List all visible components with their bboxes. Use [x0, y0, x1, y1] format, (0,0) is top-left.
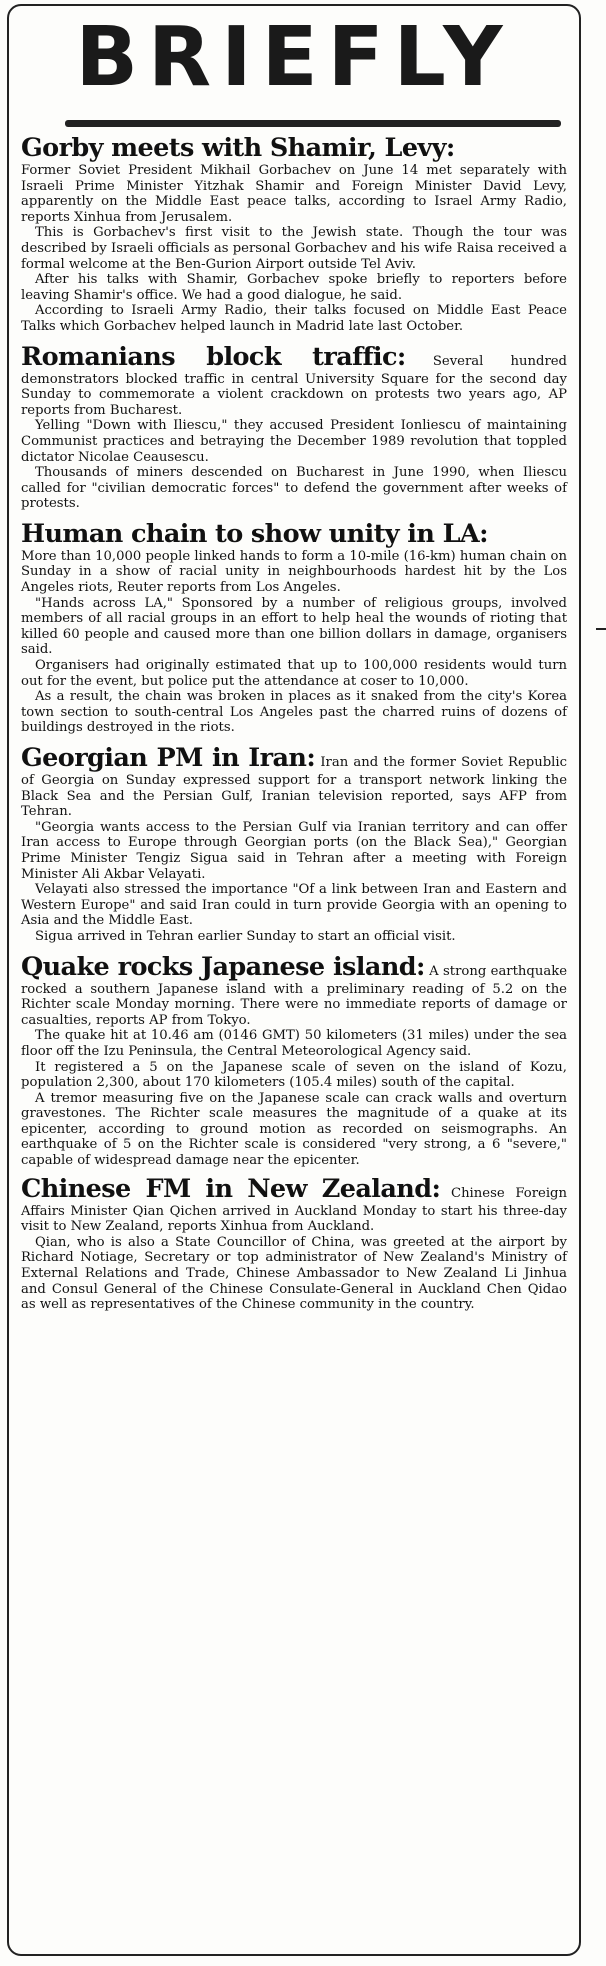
story-paragraph: More than 10,000 people linked hands to form a 10-mile (16-km) human chain on Sunday in a show of racial unity in neighbourhoods hardest hit by the Los Angeles riots, Reuter reports from Los Angeles. [21, 548, 567, 596]
story-headline: Romanians block traffic: [21, 341, 406, 372]
story-lead-text: Several hundred demonstrators blocked traffic in central University Square for the second day Sunday to commemorate a violent crackdown on protests two years ago, AP reports from Bucharest. [21, 353, 567, 418]
story-paragraph: After his talks with Shamir, Gorbachev spoke briefly to reporters before leaving Shamir's office. We had a good dialogue, he said. [21, 272, 567, 303]
story-headline: Gorby meets with Shamir, Levy: [21, 133, 455, 163]
masthead-rule [65, 120, 561, 127]
story-paragraph: This is Gorbachev's first visit to the Jewish state. Though the tour was described by Israeli officials as personal Gorbachev and his wife Raisa received a formal welcome at the Ben-Gurion Airport outside Tel Aviv. [21, 225, 567, 272]
story-lead [21, 343, 567, 419]
story-headline: Human chain to show unity in LA: [21, 518, 488, 549]
story-lead [21, 1175, 567, 1235]
story-gorbachev [21, 134, 567, 335]
story-paragraph: It registered a 5 on the Japanese scale of seven on the island of Kozu, population 2,300, about 170 kilometers (105.4 miles) south of the capital. [21, 1059, 567, 1091]
story-paragraph: As a result, the chain was broken in places as it snaked from the city's Korea town section to south-central Los Angeles past the charred ruins of dozens of buildings destroyed in the riots. [21, 689, 567, 736]
story-paragraph: Qian, who is also a State Councillor of China, was greeted at the airport by Richard Notiage, Secretary or top administrator of New Zealand's Ministry of External Relations and Trade, Chinese Ambassador to New Zealand Li Jinhua and Consul General of the Chinese Consulate-General in Auckland Chen Qidao as well as representatives of the Chinese community in the country. [21, 1234, 567, 1313]
story-lead [21, 953, 567, 1029]
story-headline: Quake rocks Japanese island: [21, 951, 425, 982]
story-lead-text: A strong earthquake rocked a southern Japanese island with a preliminary reading of 5.2 on the Richter scale Monday morning. There were no immediate reports of damage or casualties, reports AP from Tokyo. [21, 963, 567, 1028]
story-paragraph: The quake hit at 10.46 am (0146 GMT) 50 kilometers (31 miles) under the sea floor off the Izu Peninsula, the Central Meteorological Agency said. [21, 1028, 567, 1059]
story-paragraph: Former Soviet President Mikhail Gorbachev on June 14 met separately with Israeli Prime Minister Yitzhak Shamir and Foreign Minister David Levy, apparently on the Middle East peace talks, according to Israel Army Radio, reports Xinhua from Jerusalem. [21, 163, 567, 225]
story-paragraph: A tremor measuring five on the Japanese scale can crack walls and overturn gravestones. The Richter scale measures the magnitude of a quake at its epicenter, according to ground motion as recorded on seismographs. An earthquake of 5 on the Richter scale is considered "very strong, a 6 "severe," capable of widespread damage near the epicenter. [21, 1090, 567, 1169]
story-paragraph: Organisers had originally estimated that up to 100,000 residents would turn out for the event, but police put the attendance at coser to 10,000. [21, 658, 567, 689]
stories [21, 128, 567, 1313]
story-paragraph: Yelling "Down with Iliescu," they accused President Ionliescu of maintaining Communist practices and betraying the December 1989 revolution that toppled dictator Nicolae Ceausescu. [21, 418, 567, 465]
story-headline: Chinese FM in New Zealand: [21, 1173, 441, 1204]
briefly-column [7, 4, 581, 1956]
story-paragraph: "Hands across LA," Sponsored by a number of religious groups, involved members of all racial groups in an effort to help heal the wounds of rioting that killed 60 people and caused more than one billion dollars in damage, organisers said. [21, 595, 567, 658]
story-headline: Georgian PM in Iran: [21, 743, 316, 773]
story-paragraph: Velayati also stressed the importance "Of a link between Iran and Eastern and Western Europe" and said Iran could in turn provide Georgia with an opening to Asia and the Middle East. [21, 882, 567, 929]
story-lead-text: Iran and the former Soviet Republic of Georgia on Sunday expressed support for a transport network linking the Black Sea and the Persian Gulf, Iranian television reported, says AFP from Tehran. [21, 755, 567, 820]
story-paragraph: Sigua arrived in Tehran earlier Sunday to start an official visit. [35, 928, 456, 944]
story-japan-quake [21, 953, 567, 1169]
story-paragraph: "Georgia wants access to the Persian Gulf via Iranian territory and can offer Iran access to Europe through Georgian ports (on the Black Sea)," Georgian Prime Minister Tengiz Sigua said in Tehran after a meeting with Foreign Minister Ali Akbar Velayati. [21, 819, 567, 882]
story-paragraph: According to Israeli Army Radio, their talks focused on Middle East Peace Talks which Gorbachev helped launch in Madrid late last October. [21, 303, 567, 334]
page-edge-mark [596, 628, 606, 630]
story-romania [21, 343, 567, 512]
story-paragraph: Thousands of miners descended on Bucharest in June 1990, when Iliescu called for "civilian democratic forces" to defend the government after weeks of protests. [21, 465, 567, 512]
story-georgia-iran [21, 744, 567, 945]
masthead [9, 6, 579, 118]
story-la-human-chain [21, 520, 567, 736]
story-lead [21, 744, 567, 820]
masthead-title: BRIEFLY [75, 10, 513, 105]
story-lead-text: Chinese Foreign Affairs Minister Qian Qichen arrived in Auckland Monday to start his three-day visit to New Zealand, reports Xinhua from Auckland. [21, 1185, 567, 1235]
story-china-fm-nz [21, 1175, 567, 1313]
